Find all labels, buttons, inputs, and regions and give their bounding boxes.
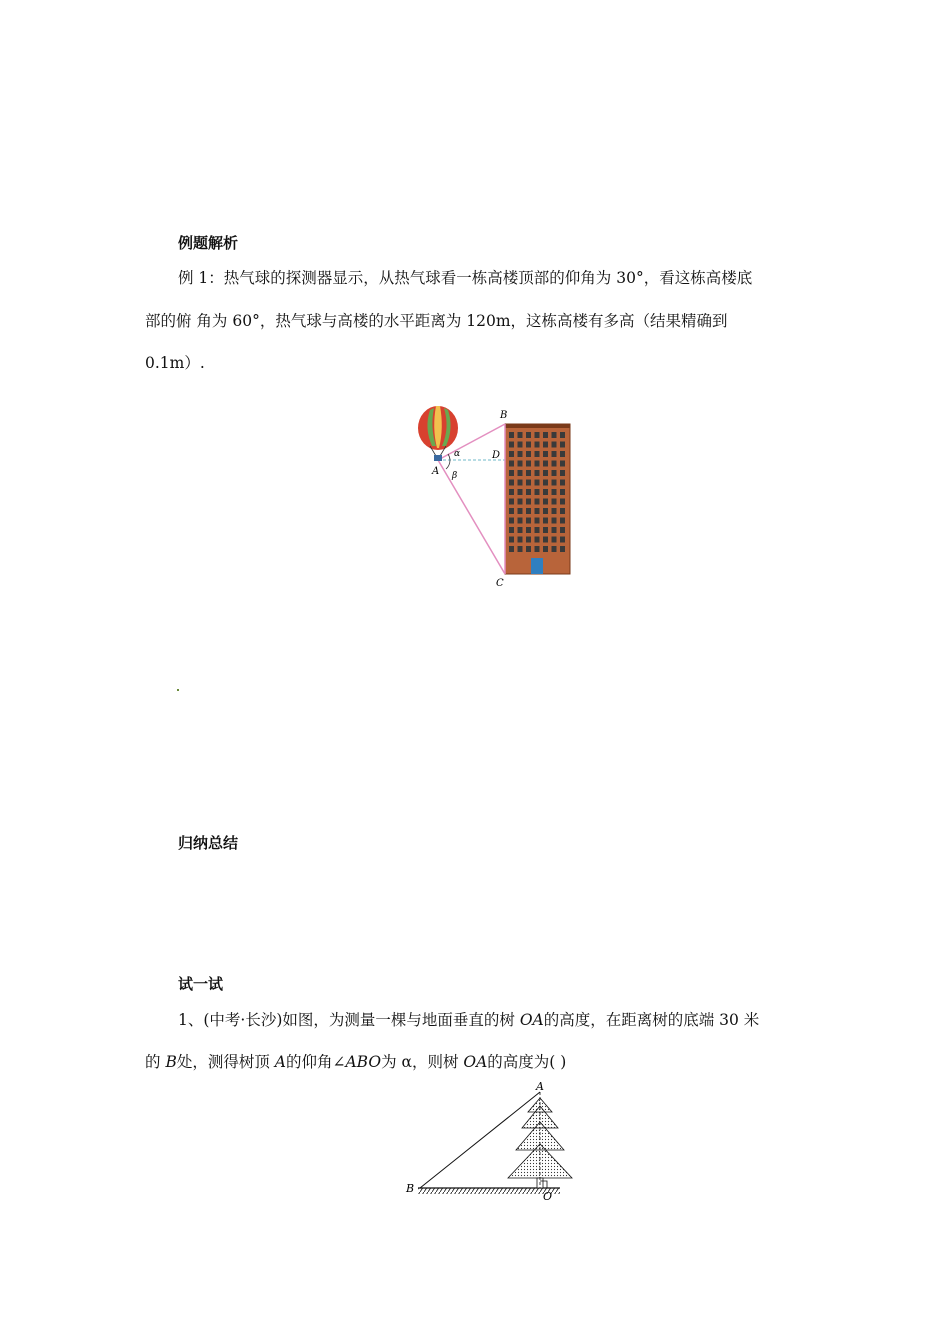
building-window [535, 489, 540, 495]
building-window [560, 480, 565, 486]
building-window [543, 451, 548, 457]
building-window [543, 537, 548, 543]
building-window [552, 546, 557, 552]
building-door [531, 558, 543, 574]
balloon-basket [434, 455, 442, 461]
building-window [518, 518, 523, 524]
building-window [552, 432, 557, 438]
label-alpha: α [454, 449, 461, 459]
tree-figure [400, 1078, 590, 1203]
building-window [552, 470, 557, 476]
building-window [526, 537, 531, 543]
building-window [560, 518, 565, 524]
building-window [543, 527, 548, 533]
building-window [509, 470, 514, 476]
building-window [543, 508, 548, 514]
building-window [518, 480, 523, 486]
building-window [526, 442, 531, 448]
building-window [526, 451, 531, 457]
stray-mark [177, 689, 179, 691]
building-window [543, 518, 548, 524]
building-window [526, 480, 531, 486]
building-window [560, 499, 565, 505]
building-window [552, 451, 557, 457]
building-window [535, 546, 540, 552]
building-window [518, 527, 523, 533]
building-window [535, 480, 540, 486]
example-text-line-3: 0.1m）. [145, 354, 205, 372]
label-a: A [432, 466, 440, 477]
building-window [518, 442, 523, 448]
building-window [552, 527, 557, 533]
building-window [552, 489, 557, 495]
building-window [543, 470, 548, 476]
building-window [518, 451, 523, 457]
label-a: A [536, 1080, 544, 1093]
building-window [526, 470, 531, 476]
building-window [535, 508, 540, 514]
building-window [518, 489, 523, 495]
building-window [526, 461, 531, 467]
question-1-line-1: 1、(中考·长沙)如图，为测量一棵与地面垂直的树 OA的高度，在距离树的底端 30 米 [178, 1011, 760, 1029]
building-window [509, 451, 514, 457]
building-window [526, 527, 531, 533]
example-text-line-2: 部的俯 角为 60°，热气球与高楼的水平距离为 120m，这栋高楼有多高（结果精确到 [145, 312, 728, 330]
building-window [509, 508, 514, 514]
building-window [543, 442, 548, 448]
building-window [509, 518, 514, 524]
building-window [543, 461, 548, 467]
tree-diagram [400, 1078, 590, 1203]
building-window [509, 499, 514, 505]
building-window [535, 432, 540, 438]
example-text-line-1: 例 1：热气球的探测器显示，从热气球看一栋高楼顶部的仰角为 30°，看这栋高楼底 [178, 269, 753, 287]
building-window [526, 489, 531, 495]
building-window [509, 527, 514, 533]
building-window [560, 442, 565, 448]
question-1-line-2: 的 B处，测得树顶 A的仰角∠ABO为 α，则树 OA的高度为( ) [145, 1053, 567, 1071]
building-window [552, 508, 557, 514]
building-window [518, 432, 523, 438]
label-beta: β [452, 471, 458, 481]
building-window [535, 461, 540, 467]
line-ac [438, 460, 505, 574]
building-window [560, 470, 565, 476]
building-window [509, 432, 514, 438]
building-window [535, 537, 540, 543]
building-window [552, 442, 557, 448]
building-window [518, 508, 523, 514]
building-window [543, 499, 548, 505]
building-window [560, 508, 565, 514]
building-window [552, 480, 557, 486]
label-o: O [543, 1190, 553, 1203]
building-window [509, 442, 514, 448]
building-window [552, 518, 557, 524]
building-window [552, 461, 557, 467]
label-b: B [500, 410, 508, 421]
balloon-building-diagram [410, 402, 590, 592]
building-window [518, 546, 523, 552]
building-window [535, 451, 540, 457]
building-window [526, 508, 531, 514]
practice-heading: 试一试 [178, 975, 224, 993]
building-window [560, 546, 565, 552]
balloon-building-figure [410, 402, 590, 592]
label-d: D [492, 450, 501, 461]
building-window [518, 461, 523, 467]
building-window [560, 451, 565, 457]
building-window [560, 432, 565, 438]
building-window [535, 527, 540, 533]
building-window [526, 499, 531, 505]
building-window [526, 432, 531, 438]
building-window [518, 499, 523, 505]
building-window [543, 432, 548, 438]
building-window [543, 489, 548, 495]
building-window [560, 527, 565, 533]
building-window [518, 470, 523, 476]
building-window [518, 537, 523, 543]
building-window [543, 546, 548, 552]
building-window [560, 461, 565, 467]
building-window [509, 489, 514, 495]
building-window [509, 546, 514, 552]
building-window [526, 518, 531, 524]
building-window [535, 442, 540, 448]
example-heading: 例题解析 [178, 234, 239, 252]
building-window [526, 546, 531, 552]
building-window [560, 537, 565, 543]
building-window [509, 537, 514, 543]
label-c: C [496, 578, 504, 589]
building-window [560, 489, 565, 495]
building-window [509, 461, 514, 467]
label-b: B [406, 1182, 415, 1195]
building-window [552, 499, 557, 505]
building-window [535, 518, 540, 524]
building-window [543, 480, 548, 486]
building-window [535, 499, 540, 505]
building-window [535, 470, 540, 476]
building-window [552, 537, 557, 543]
building-window [509, 480, 514, 486]
summary-heading: 归纳总结 [178, 834, 239, 852]
